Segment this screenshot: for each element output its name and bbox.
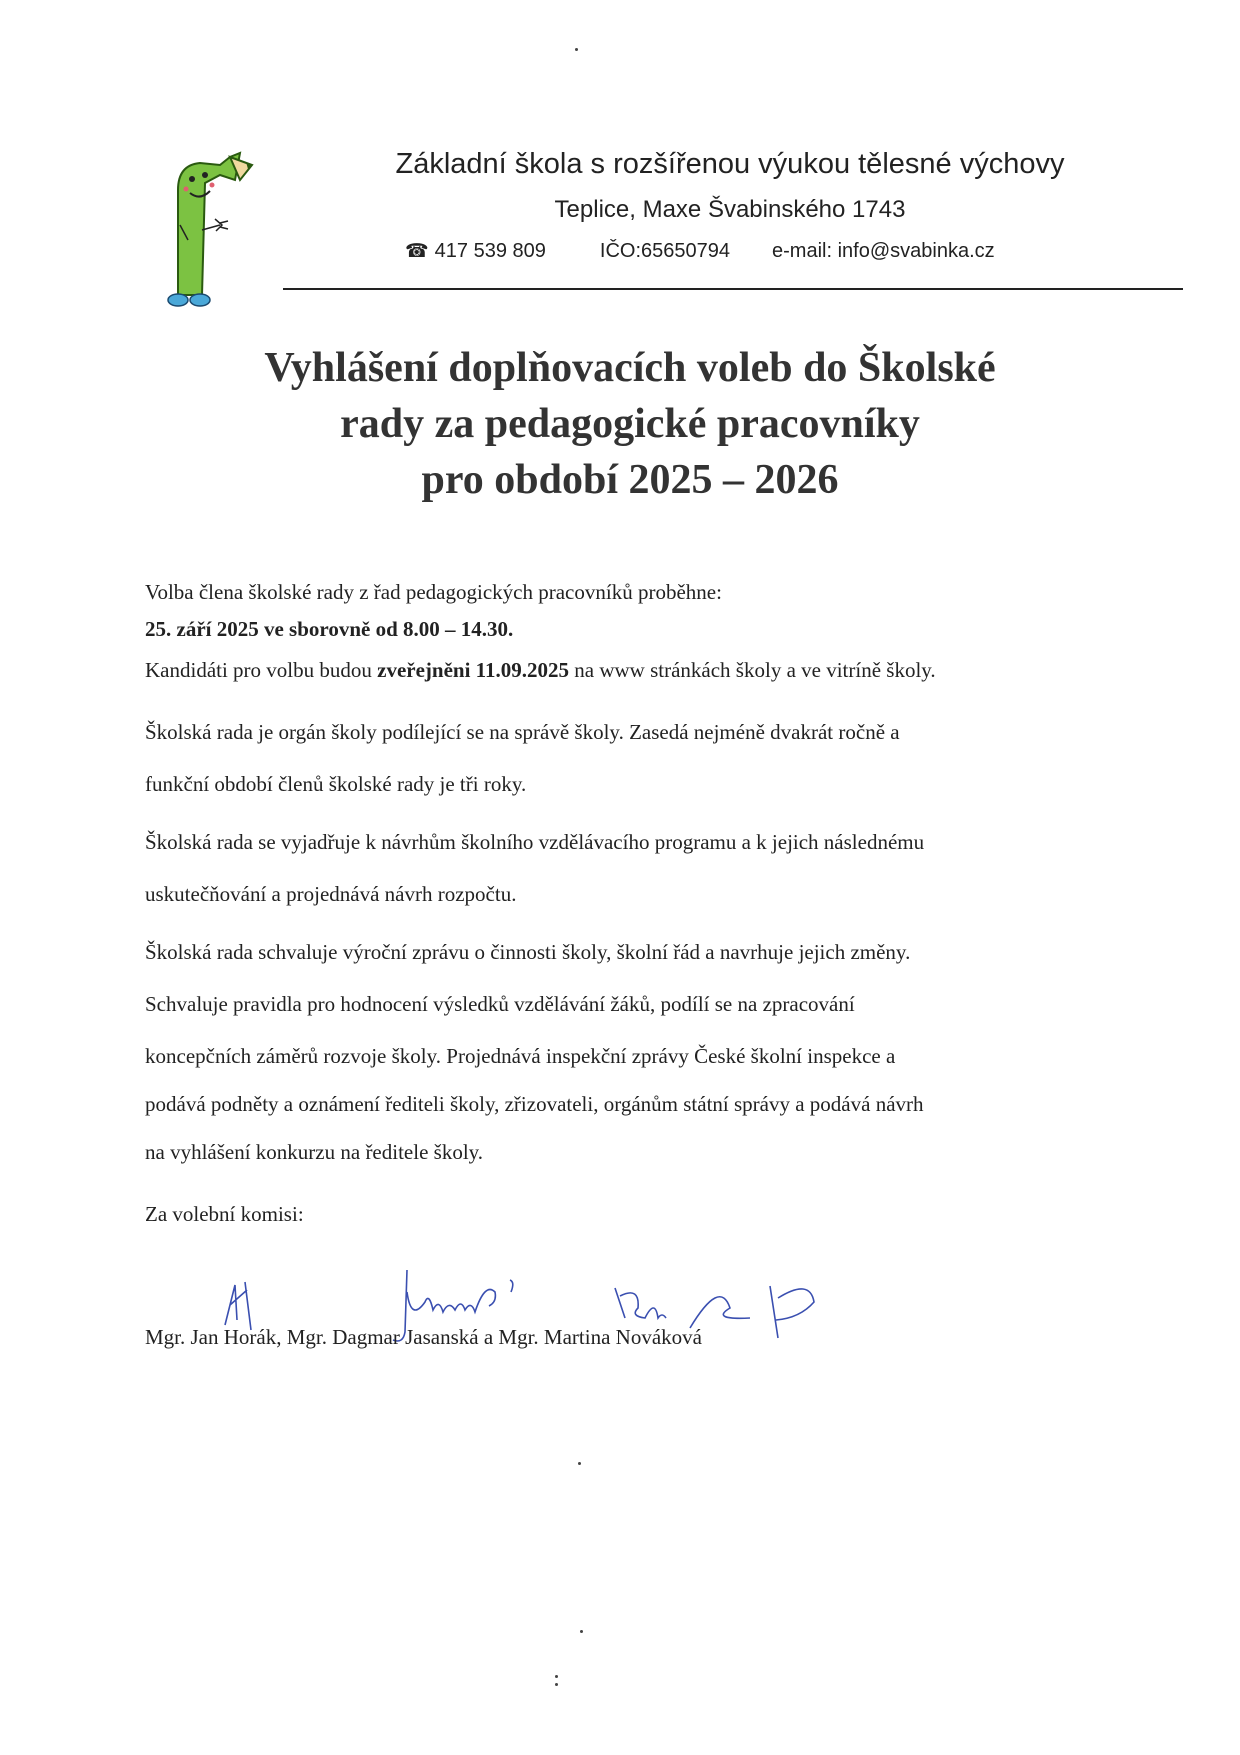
school-name: Základní škola s rozšířenou výukou tělesné výchovy (395, 148, 1065, 180)
closing-line: Za volební komisi: (145, 1202, 304, 1226)
election-intro: Volba člena školské rady z řad pedagogických pracovníků proběhne: (145, 580, 722, 604)
paragraph-2-line-2: funkční období členů školské rady je tři roky. (145, 772, 527, 796)
paragraph-3-line-1: Školská rada se vyjadřuje k návrhům školního vzdělávacího programu a k jejich následnému (145, 830, 925, 854)
paragraph-4-line-3: koncepčních záměrů rozvoje školy. Projednává inspekční zprávy České školní inspekce a (145, 1044, 896, 1068)
email-address: e-mail: info@svabinka.cz (772, 240, 995, 262)
announcement-title (130, 340, 1130, 508)
header-divider (283, 288, 1183, 290)
school-address: Teplice, Maxe Švabinského 1743 (554, 196, 906, 223)
scan-speck (555, 1683, 558, 1686)
paragraph-4-line-5: na vyhlášení konkurzu na ředitele školy. (145, 1140, 484, 1164)
candidates-publication-date: zveřejněni 11.09.2025 (377, 658, 570, 682)
phone-number: 417 539 809 (434, 240, 546, 262)
title-line-3: pro období 2025 – 2026 (421, 457, 839, 503)
committee-members: Mgr. Jan Horák, Mgr. Dagmar Jasanská a Mgr. Martina Nováková (145, 1325, 702, 1349)
scan-speck (580, 1630, 583, 1633)
election-date: 25. září 2025 ve sborovně od 8.00 – 14.30. (145, 617, 514, 641)
paragraph-3-line-2: uskutečňování a projednává návrh rozpočtu. (145, 882, 517, 906)
candidates-text-a: Kandidáti pro volbu budou (145, 658, 378, 682)
candidates-publication (145, 658, 1145, 683)
paragraph-4-line-4: podává podněty a oznámení řediteli školy, zřizovateli, orgánům státní správy a podává návrh (145, 1092, 924, 1116)
paragraph-4-line-1: Školská rada schvaluje výroční zprávu o činnosti školy, školní řád a navrhuje jejich změny. (145, 940, 911, 964)
telephone-icon: ☎ (405, 241, 429, 262)
ico-number: IČO:65650794 (599, 240, 731, 262)
paragraph-2-line-1: Školská rada je orgán školy podílející se na správě školy. Zasedá nejméně dvakrát ročně a (145, 720, 900, 744)
scan-speck (575, 48, 578, 51)
contact-line (405, 240, 1105, 263)
title-line-2: rady za pedagogické pracovníky (340, 401, 920, 447)
scan-speck (578, 1462, 581, 1465)
title-line-1: Vyhlášení doplňovacích voleb do Školské (264, 345, 996, 391)
paragraph-4-line-2: Schvaluje pravidla pro hodnocení výsledků vzdělávání žáků, podílí se na zpracování (145, 992, 855, 1016)
scan-speck (555, 1675, 558, 1678)
candidates-text-c: na www stránkách školy a ve vitríně školy. (569, 658, 936, 682)
school-logo (160, 145, 270, 310)
